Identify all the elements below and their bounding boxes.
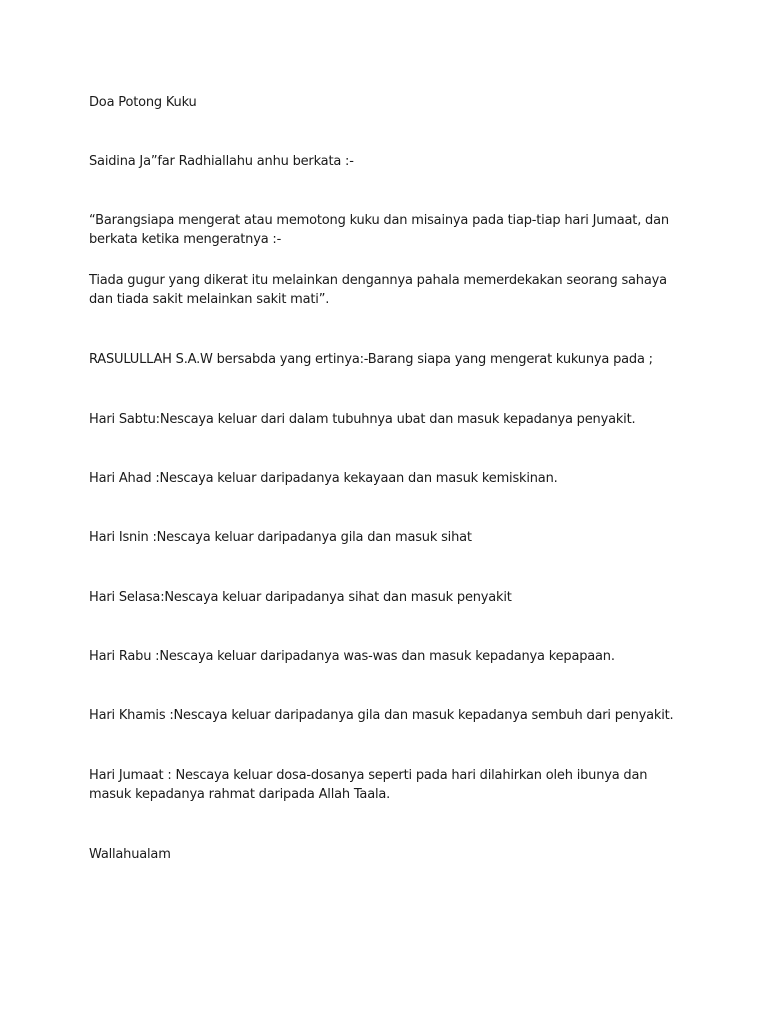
paragraph-quote-end: Tiada gugur yang dikerat itu melainkan dengannya pahala memerdekakan seorang sahaya dan tiada sakit melainkan sakit mati”. [89,273,667,307]
paragraph-day-jumaat: Hari Jumaat : Nescaya keluar dosa-dosanya seperti pada hari dilahirkan oleh ibunya dan masuk kepadanya rahmat daripada Allah Taala. [89,768,648,802]
paragraph-day-ahad: Hari Ahad :Nescaya keluar daripadanya kekayaan dan masuk kemiskinan. [89,471,558,486]
paragraph-day-selasa: Hari Selasa:Nescaya keluar daripadanya sihat dan masuk penyakit [89,590,512,605]
paragraph-day-sabtu: Hari Sabtu:Nescaya keluar dari dalam tubuhnya ubat dan masuk kepadanya penyakit. [89,412,636,427]
paragraph-closing: Wallahualam [89,847,171,862]
paragraph-quote-start: “Barangsiapa mengerat atau memotong kuku dan misainya pada tiap-tiap hari Jumaat, dan berkata ketika mengeratnya :- [89,213,669,247]
paragraph-attribution: Saidina Ja”far Radhiallahu anhu berkata :- [89,154,354,169]
paragraph-day-isnin: Hari Isnin :Nescaya keluar daripadanya gila dan masuk sihat [89,530,472,545]
paragraph-day-rabu: Hari Rabu :Nescaya keluar daripadanya was-was dan masuk kepadanya kepapaan. [89,649,615,664]
paragraph-day-khamis: Hari Khamis :Nescaya keluar daripadanya gila dan masuk kepadanya sembuh dari penyakit. [89,708,674,723]
document-title: Doa Potong Kuku [89,95,197,110]
paragraph-hadith-intro: RASULULLAH S.A.W bersabda yang ertinya:-Barang siapa yang mengerat kukunya pada ; [89,352,653,367]
